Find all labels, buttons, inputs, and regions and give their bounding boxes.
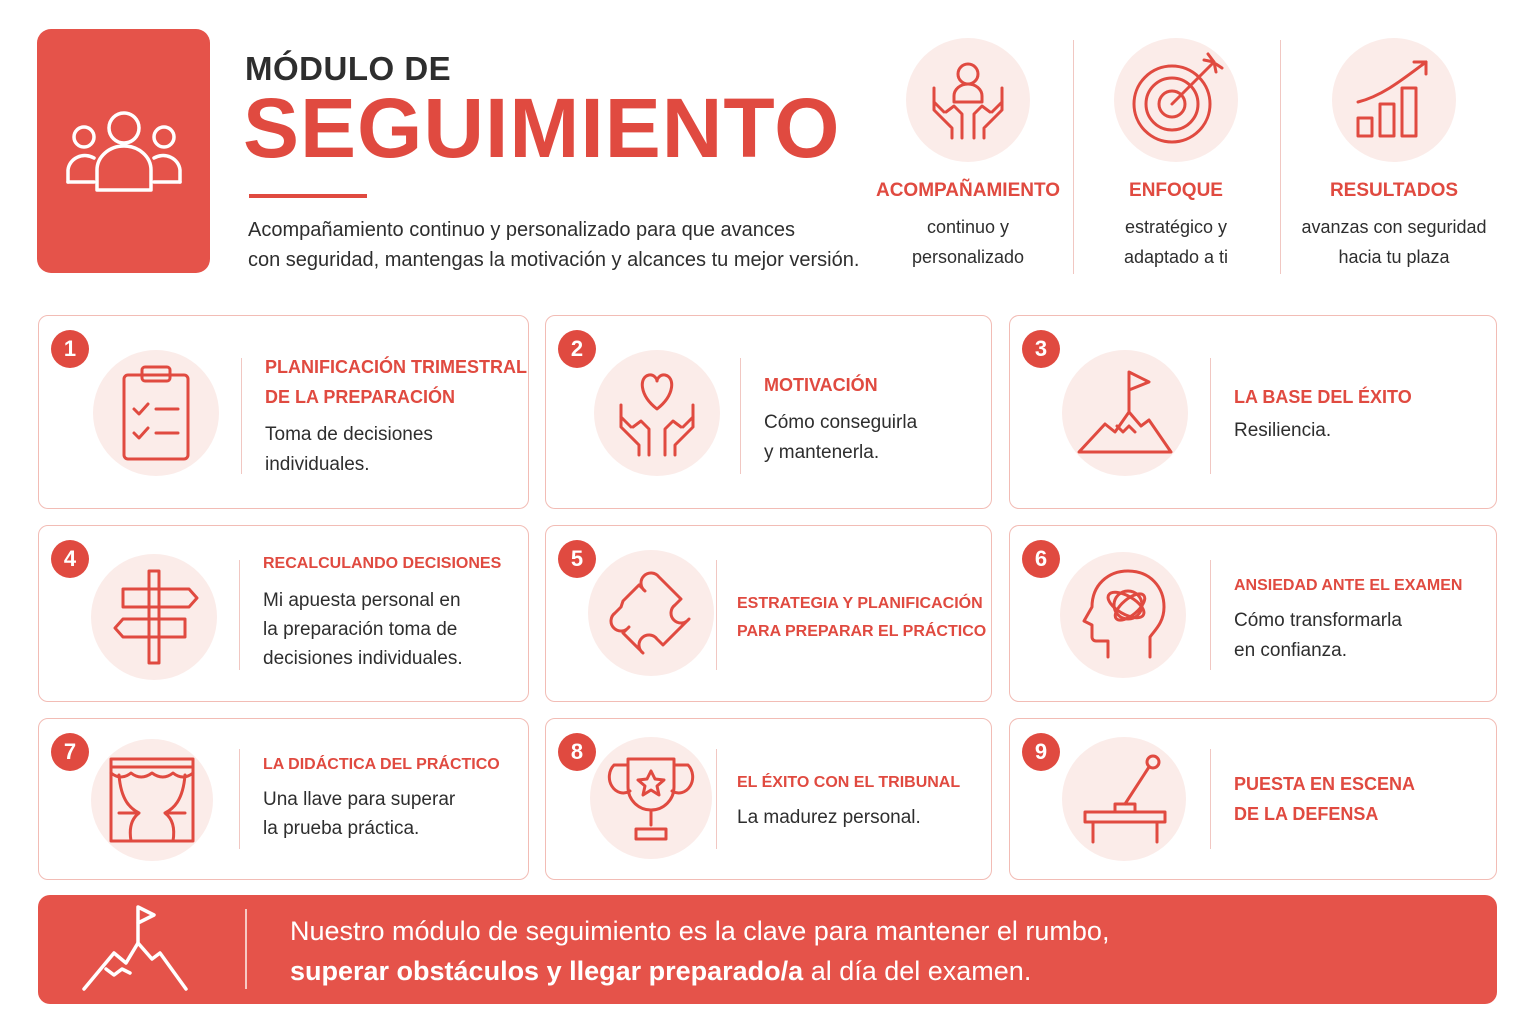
pillar-text-line: hacia tu plaza: [1338, 247, 1450, 267]
card-4[interactable]: [38, 525, 529, 702]
card-number-badge: 4: [51, 540, 89, 578]
footer-line-2-bold: superar obstáculos y llegar preparado/a: [290, 956, 804, 986]
card-title: MOTIVACIÓN: [764, 375, 878, 395]
pillar-enfoque: [1076, 38, 1276, 272]
logo-box: [37, 29, 210, 273]
podium-microphone-icon: [1079, 752, 1169, 846]
title-small: MÓDULO DE: [245, 50, 452, 87]
card-description: Resiliencia.: [1234, 420, 1332, 441]
card-description: Cómo conseguirla y mantenerla.: [764, 412, 918, 463]
title-underline: [249, 194, 367, 198]
pillar-title: RESULTADOS: [1329, 180, 1459, 201]
card-1[interactable]: [38, 315, 529, 509]
target-arrow-icon: [1126, 50, 1226, 150]
pillar-text-line: continuo y: [926, 217, 1010, 237]
puzzle-piece-icon: [603, 565, 699, 661]
clipboard-checklist-icon: [116, 363, 196, 463]
footer-text: [290, 911, 1109, 991]
trophy-star-icon: [606, 753, 696, 843]
hands-heart-icon: [609, 365, 705, 461]
pillar-divider: [1073, 40, 1074, 274]
card-3[interactable]: [1009, 315, 1497, 509]
card-description: Cómo transformarla en confianza.: [1234, 610, 1402, 661]
head-tangle-icon: [1078, 567, 1168, 663]
growth-chart-icon: [1346, 52, 1442, 148]
pillar-text-line: adaptado a ti: [1123, 247, 1229, 267]
theater-curtain-icon: [107, 755, 197, 845]
card-title: EL ÉXITO CON EL TRIBUNAL: [737, 774, 961, 791]
card-number-badge: 1: [51, 330, 89, 368]
card-title: PUESTA EN ESCENA DE LA DEFENSA: [1234, 774, 1416, 824]
pillar-title: ACOMPAÑAMIENTO: [875, 180, 1061, 201]
mountain-flag-icon: [1075, 368, 1175, 458]
card-description: Toma de decisiones individuales.: [265, 424, 433, 475]
intro-line-1: Acompañamiento continuo y personalizado para que avances: [248, 219, 796, 241]
pillar-acompanamiento: [868, 38, 1068, 272]
signpost-icon: [109, 567, 199, 667]
card-title: LA DIDÁCTICA DEL PRÁCTICO: [263, 756, 500, 773]
card-number-badge: 8: [558, 733, 596, 771]
card-number-badge: 2: [558, 330, 596, 368]
card-title: ANSIEDAD ANTE EL EXAMEN: [1234, 577, 1463, 594]
group-people-icon: [64, 106, 184, 196]
page-title: SEGUIMIENTO: [243, 81, 841, 175]
card-2[interactable]: [545, 315, 992, 509]
caring-hands-person-icon: [920, 52, 1016, 148]
footer-line-2-rest: al día del examen.: [803, 956, 1032, 986]
pillar-divider: [1280, 40, 1281, 274]
mountain-flag-icon: [80, 903, 190, 993]
pillar-resultados: [1294, 38, 1494, 272]
card-6[interactable]: [1009, 525, 1497, 702]
footer-line-1: Nuestro módulo de seguimiento es la clave para mantener el rumbo,: [290, 916, 1110, 946]
pillar-text-line: estratégico y: [1124, 217, 1228, 237]
card-7[interactable]: [38, 718, 529, 880]
intro-line-2: con seguridad, mantengas la motivación y alcances tu mejor versión.: [248, 249, 860, 271]
card-8[interactable]: [545, 718, 992, 880]
card-5[interactable]: [545, 525, 992, 702]
pillar-text-line: personalizado: [911, 247, 1025, 267]
intro-text: [248, 215, 888, 275]
card-title: LA BASE DEL ÉXITO: [1234, 387, 1412, 407]
card-number-badge: 7: [51, 733, 89, 771]
card-title: PLANIFICACIÓN TRIMESTRAL DE LA PREPARACIÓN: [265, 357, 527, 407]
card-description: Una llave para superar la prueba práctica.: [263, 789, 456, 839]
card-description: La madurez personal.: [737, 807, 921, 828]
card-number-badge: 6: [1022, 540, 1060, 578]
footer-banner: [38, 895, 1497, 1004]
footer-divider: [245, 909, 247, 989]
pillar-title: ENFOQUE: [1129, 180, 1223, 201]
card-number-badge: 9: [1022, 733, 1060, 771]
card-title: ESTRATEGIA Y PLANIFICACIÓN PARA PREPARAR EL PRÁCTICO: [737, 595, 987, 640]
card-number-badge: 3: [1022, 330, 1060, 368]
card-description: Mi apuesta personal en la preparación toma de decisiones individuales.: [263, 590, 463, 669]
card-title: RECALCULANDO DECISIONES: [263, 555, 502, 572]
card-number-badge: 5: [558, 540, 596, 578]
pillar-text-line: avanzas con seguridad: [1301, 217, 1487, 237]
card-9[interactable]: [1009, 718, 1497, 880]
